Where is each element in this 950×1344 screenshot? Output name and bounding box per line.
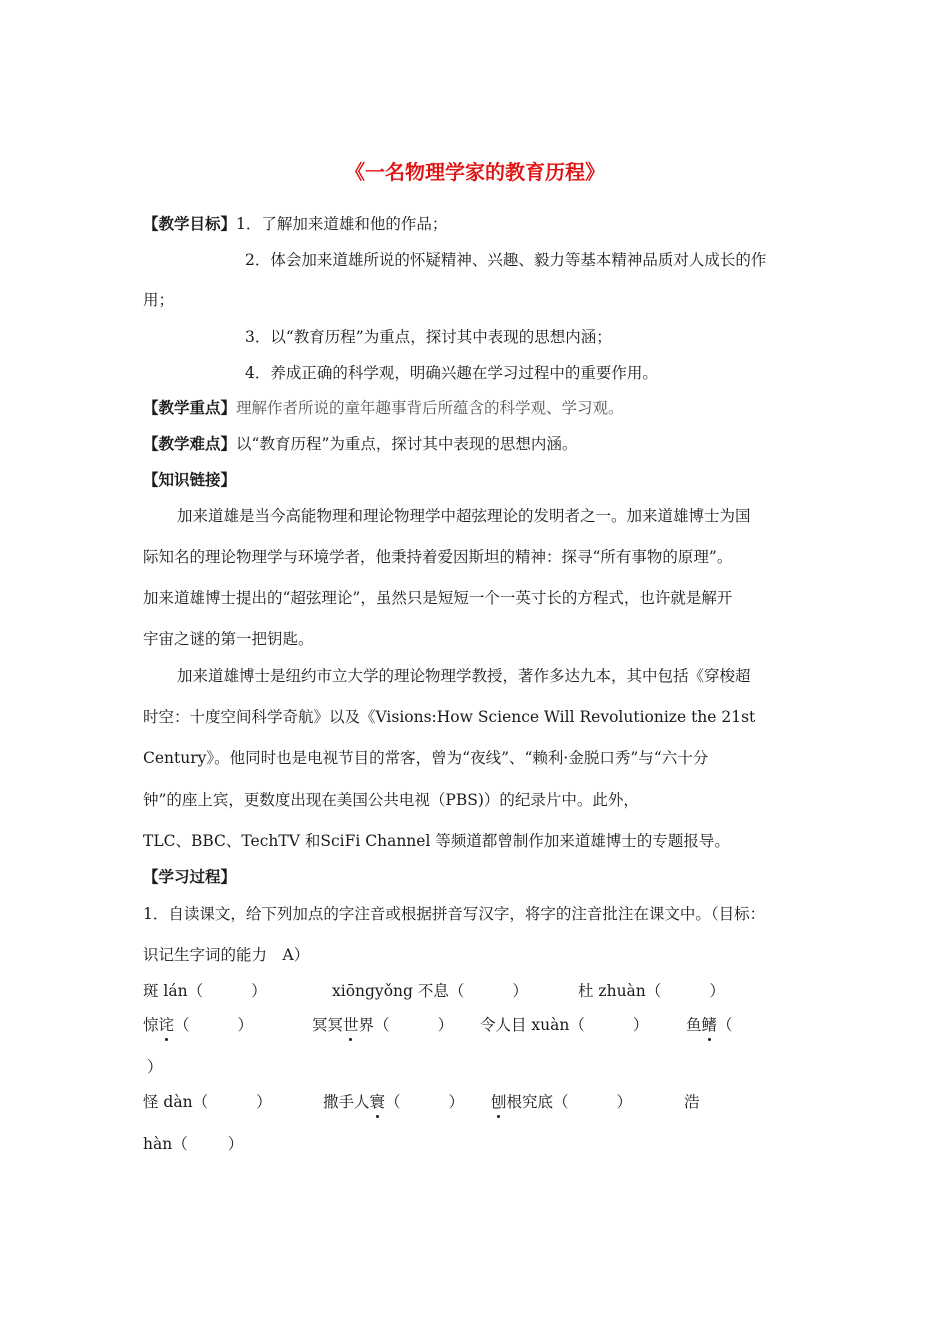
- objectives-line-1: [143, 213, 447, 235]
- knowledge-paragraph-1-line-3: 加来道雄博士提出的“超弦理论”，虽然只是短短一个一英寸长的方程式，也许就是解开: [143, 589, 733, 607]
- close-paren-wrapped: ）: [147, 1058, 163, 1076]
- open-paren: （: [187, 982, 204, 1000]
- open-paren: （: [717, 1016, 733, 1034]
- close-paren: ）: [709, 982, 725, 1000]
- question-1-line-1: 1．自读课文，给下列加点的字注音或根据拼音写汉字，将字的注音批注在课文中。（目标：: [143, 905, 766, 923]
- vocab-item-paogen: [491, 1091, 632, 1113]
- knowledge-paragraph-2-line-4: 钟”的座上宾，更数度出现在美国公共电视（PBS)）的纪录片中。此外，: [143, 791, 639, 809]
- key-point-line: [143, 397, 624, 419]
- close-paren: ）: [632, 1016, 649, 1034]
- knowledge-label: 【知识链接】: [143, 470, 237, 489]
- open-paren: （: [448, 982, 465, 1000]
- difficulty-label: 【教学难点】: [143, 434, 237, 453]
- close-paren: ）: [616, 1093, 633, 1111]
- vocab-word: 令人目 xuàn: [480, 1016, 570, 1034]
- close-paren: ）: [437, 1016, 454, 1034]
- vocab-word: 斑 lán: [143, 982, 188, 1000]
- knowledge-paragraph-2-line-3: Century》。他同时也是电视节目的常客，曾为“夜线”、“赖利·金脱口秀”与“六十分: [143, 749, 709, 767]
- knowledge-paragraph-1-line-2: 际知名的理论物理学与环境学者，他秉持着爱因斯坦的精神：探寻“所有事物的原理”。: [143, 548, 733, 566]
- open-paren: （: [374, 1016, 390, 1034]
- vocab-word: 怪 dàn: [143, 1093, 193, 1111]
- close-paren: ）: [227, 1135, 244, 1153]
- vocab-word: 惊: [143, 1016, 159, 1034]
- vocab-word: hàn: [143, 1135, 173, 1153]
- difficulty-text: 以“教育历程”为重点，探讨其中表现的思想内涵。: [236, 435, 578, 453]
- document-title: 《一名物理学家的教育历程》: [345, 160, 605, 184]
- knowledge-paragraph-1-line-4: 宇宙之谜的第一把钥匙。: [143, 630, 314, 648]
- dotted-character: 世: [343, 1016, 359, 1034]
- objective-item-2-continued: 用；: [143, 291, 175, 309]
- dotted-character: 诧: [158, 1016, 175, 1034]
- knowledge-paragraph-2-line-5: TLC、BBC、TechTV 和SciFi Channel 等频道都曾制作加来道雄博士的专题报导。: [143, 832, 730, 850]
- close-paren: ）: [256, 1093, 272, 1111]
- vocab-item-xiongyong: [332, 980, 528, 1002]
- vocab-item-haohan-end: [143, 1133, 243, 1155]
- dotted-character: 鳍: [701, 1016, 718, 1034]
- vocab-word: 根究底: [506, 1093, 554, 1111]
- close-paren: ）: [237, 1016, 254, 1034]
- objective-item-2: 2．体会加来道雄所说的怀疑精神、兴趣、毅力等基本精神品质对人成长的作: [245, 251, 767, 269]
- vocab-item-xuan: [480, 1014, 648, 1036]
- knowledge-paragraph-2-line-1: 加来道雄博士是纽约市立大学的理论物理学教授，著作多达九本，其中包括《穿梭超: [177, 667, 751, 685]
- process-label: 【学习过程】: [143, 867, 237, 886]
- knowledge-paragraph-2-line-2: 时空：十度空间科学奇航》以及《Visions:How Science Will Revolutionize the 21st: [143, 708, 756, 726]
- open-paren: （: [569, 1016, 585, 1034]
- open-paren: （: [553, 1093, 569, 1111]
- open-paren: （: [385, 1093, 401, 1111]
- knowledge-paragraph-1-line-1: 加来道雄是当今高能物理和理论物理学中超弦理论的发明者之一。加来道雄博士为国: [177, 507, 751, 525]
- vocab-word: 冥冥: [312, 1016, 344, 1034]
- objectives-label: 【教学目标】: [143, 214, 237, 233]
- vocab-word: xiōngyǒng 不息: [332, 982, 449, 1000]
- vocab-item-zhuan: [578, 980, 725, 1002]
- key-point-text: 理解作者所说的童年趣事背后所蕴含的科学观、学习观。: [236, 399, 624, 417]
- dotted-character: 刨: [491, 1093, 507, 1111]
- objective-item-1: 1．了解加来道雄和他的作品；: [236, 215, 448, 233]
- vocab-word: 撒手人: [323, 1093, 370, 1111]
- vocab-item-haohan-start: 浩: [684, 1093, 700, 1111]
- objective-item-4: 4．养成正确的科学观，明确兴趣在学习过程中的重要作用。: [245, 364, 658, 382]
- vocab-item-yuqi: [686, 1014, 733, 1036]
- vocab-item-dan: [143, 1091, 272, 1113]
- vocab-item-jingcha: [143, 1014, 253, 1036]
- key-point-label: 【教学重点】: [143, 398, 237, 417]
- vocab-item-lan: [143, 980, 267, 1002]
- vocab-word: 鱼: [686, 1016, 702, 1034]
- objective-item-3: 3．以“教育历程”为重点，探讨其中表现的思想内涵；: [245, 328, 612, 346]
- open-paren: （: [192, 1093, 209, 1111]
- vocab-word: 杜 zhuàn: [578, 982, 646, 1000]
- dotted-character: 寰: [369, 1093, 386, 1111]
- close-paren: ）: [448, 1093, 465, 1111]
- close-paren: ）: [251, 982, 267, 1000]
- close-paren: ）: [512, 982, 528, 1000]
- open-paren: （: [174, 1016, 190, 1034]
- vocab-item-sashourenhuan: [323, 1091, 464, 1113]
- open-paren: （: [645, 982, 662, 1000]
- open-paren: （: [172, 1135, 188, 1153]
- vocab-word-end: 界: [358, 1016, 375, 1034]
- question-1-line-2: 识记生字词的能力 A）: [143, 946, 310, 964]
- difficulty-line: [143, 433, 577, 455]
- vocab-item-mingming-shijie: [312, 1014, 453, 1036]
